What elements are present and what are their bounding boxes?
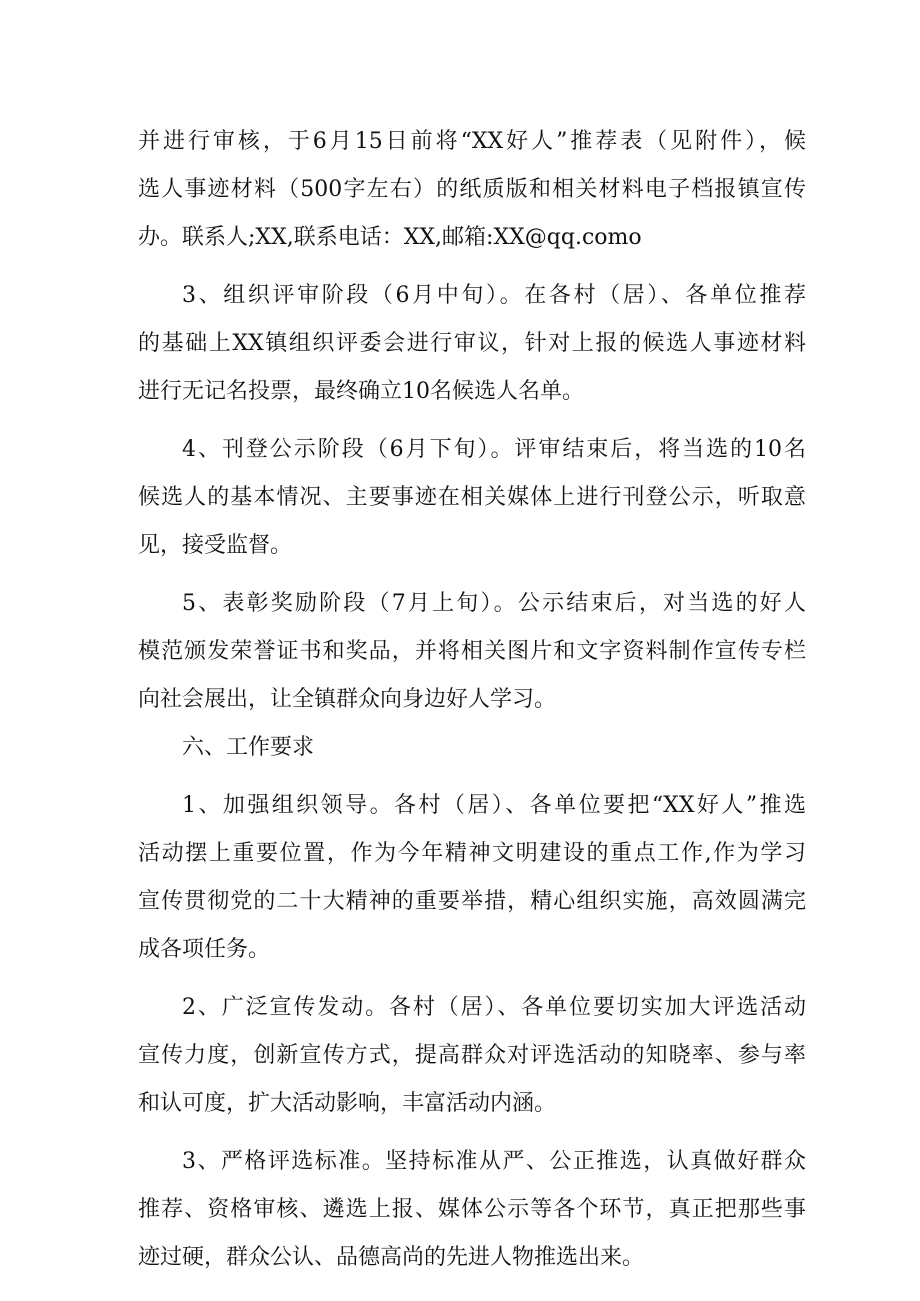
text-line: 宣传力度，创新宣传方式，提高群众对评选活动的知晓率、参与率: [138, 1043, 806, 1068]
text-line: 5、表彰奖励阶段（7月上旬）。公示结束后，对当选的好人: [182, 591, 806, 616]
text-line: 2、广泛宣传发动。各村（居）、各单位要切实加大评选活动: [182, 995, 806, 1020]
section-heading-text: 六、工作要求: [182, 735, 315, 760]
text-line: 的基础上XX镇组织评委会进行审议，针对上报的候选人事迹材料: [138, 331, 806, 356]
text-line: 模范颁发荣誉证书和奖品，并将相关图片和文字资料制作宣传专栏: [138, 639, 806, 664]
text-line: 成各项任务。: [138, 937, 271, 962]
text-line: 办。联系人;XX,联系电话：XX,邮箱:XX@qq.como: [138, 225, 642, 250]
text-line: 推荐、资格审核、遴选上报、媒体公示等各个环节，真正把那些事: [138, 1197, 806, 1222]
text-line: 3、严格评选标准。坚持标准从严、公正推选，认真做好群众: [182, 1149, 806, 1174]
paragraph-step-4: [138, 426, 806, 570]
text-line: 宣传贯彻党的二十大精神的重要举措，精心组织实施，高效圆满完: [138, 889, 806, 914]
paragraph-step-5: [138, 580, 806, 724]
paragraph-requirement-3: [138, 1138, 806, 1282]
text-line: 并进行审核，于6月15日前将“XX好人”推荐表（见附件），候: [138, 129, 806, 154]
paragraph-requirement-2: [138, 984, 806, 1128]
text-line: 3、组织评审阶段（6月中旬）。在各村（居）、各单位推荐: [182, 283, 806, 308]
text-line: 进行无记名投票，最终确立10名候选人名单。: [138, 379, 584, 404]
paragraph-step-3: [138, 272, 806, 416]
text-line: 迹过硬，群众公认、品德高尚的先进人物推选出来。: [138, 1245, 645, 1270]
paragraph-requirement-1: [138, 782, 806, 974]
text-line: 1、加强组织领导。各村（居）、各单位要把“XX好人”推选: [182, 793, 806, 818]
paragraph-intro-continuation: [138, 118, 806, 262]
document-body: [138, 118, 806, 1282]
text-line: 向社会展出，让全镇群众向身边好人学习。: [138, 687, 557, 712]
text-line: 见，接受监督。: [138, 533, 293, 558]
text-line: 和认可度，扩大活动影响，丰富活动内涵。: [138, 1091, 557, 1116]
text-line: 活动摆上重要位置，作为今年精神文明建设的重点工作,作为学习: [138, 841, 806, 866]
section-heading: [138, 724, 806, 772]
text-line: 选人事迹材料（500字左右）的纸质版和相关材料电子档报镇宣传: [138, 177, 806, 202]
text-line: 4、刊登公示阶段（6月下旬）。评审结束后，将当选的10名: [182, 437, 806, 462]
text-line: 候选人的基本情况、主要事迹在相关媒体上进行刊登公示，听取意: [138, 485, 806, 510]
